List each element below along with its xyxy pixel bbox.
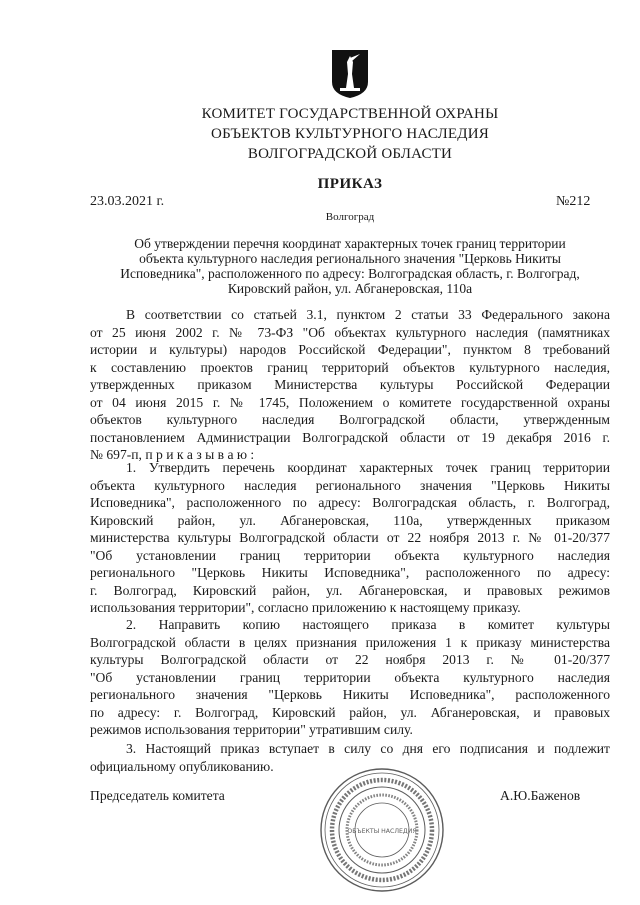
signer-title: Председатель комитета bbox=[90, 788, 225, 803]
stamp-center-text: ОБЪЕКТЫ НАСЛЕДИЯ bbox=[347, 828, 417, 835]
body-line: от 25 июня 2002 г. № 73-ФЗ "Об объектах культурного наследия (памятниках bbox=[90, 324, 610, 340]
volgograd-coat-of-arms-icon bbox=[330, 48, 370, 100]
body-line: № 697-п, п р и к а з ы в а ю : bbox=[90, 447, 255, 462]
title-line: объекта культурного наследия регионального значения "Церковь Никиты bbox=[139, 251, 561, 266]
body-line: объектов культурного наследия Волгоградской области, утвержденным bbox=[90, 412, 610, 427]
title-line: Исповедника", расположенного по адресу: Волгоградская область, г. Волгоград, bbox=[120, 266, 580, 281]
org-name-line-3: ВОЛГОГРАДСКОЙ ОБЛАСТИ bbox=[247, 146, 453, 162]
document-city: Волгоград bbox=[325, 211, 375, 223]
body-line: г. Волгоград, Кировский район, ул. Абганеровская, и правовых режимов bbox=[90, 582, 610, 598]
document-type: ПРИКАЗ bbox=[317, 176, 383, 192]
body-line: Кировский район, ул. Абганеровская, 110а, утвержденных приказом bbox=[90, 512, 610, 528]
title-line: Кировский район, ул. Абганеровская, 110а bbox=[227, 281, 473, 296]
official-round-seal-icon bbox=[318, 766, 446, 894]
body-line: регионального значения "Церковь Никиты Исповедника", расположенного bbox=[90, 687, 610, 702]
body-line: Волгоградской области в целях признания приложения 1 к приказу министерства bbox=[90, 634, 610, 650]
body-line: 3. Настоящий приказ вступает в силу со дня его подписания и подлежит bbox=[126, 741, 610, 756]
org-name-line-2: ОБЪЕКТОВ КУЛЬТУРНОГО НАСЛЕДИЯ bbox=[211, 126, 489, 142]
body-line: "Об установлении границ территории объекта культурного наследия bbox=[90, 547, 610, 563]
body-line: к составлению проектов границ территорий объектов культурного наследия, bbox=[90, 359, 610, 375]
document-date: 23.03.2021 г. bbox=[90, 194, 165, 209]
body-line: утвержденных приказом Министерства культуры Российской Федерации bbox=[90, 377, 610, 392]
body-line: официальному опубликованию. bbox=[90, 758, 274, 774]
body-line: от 04 июня 2015 г. № 1745, Положением о комитете государственной охраны bbox=[90, 394, 610, 410]
item-1-paragraph bbox=[90, 459, 610, 617]
body-line: министерства культуры Волгоградской области от 22 ноября 2013 г. № 01-20/377 bbox=[90, 530, 610, 545]
body-line: 1. Утвердить перечень координат характерных точек границ территории bbox=[126, 460, 610, 475]
body-line: объекта культурного наследия регионального значения "Церковь Никиты bbox=[90, 477, 610, 493]
document-title bbox=[108, 236, 592, 296]
preamble-paragraph bbox=[90, 306, 610, 464]
document-number: №212 bbox=[556, 194, 591, 209]
body-line: Исповедника", расположенного по адресу: Волгоградская область, г. Волгоград, bbox=[90, 495, 610, 510]
item-2-paragraph bbox=[90, 616, 610, 739]
signer-name: А.Ю.Баженов bbox=[500, 788, 581, 803]
body-line: 2. Направить копию настоящего приказа в комитет культуры bbox=[126, 617, 610, 632]
body-line: "Об установлении границ территории объекта культурного наследия bbox=[90, 669, 610, 685]
body-line: регионального "Церковь Никиты Исповедника", расположенного по адресу: bbox=[90, 565, 610, 580]
title-line: Об утверждении перечня координат характерных точек границ территории bbox=[134, 236, 566, 251]
body-line: постановлением Администрации Волгоградской области от 19 декабря 2016 г. bbox=[90, 429, 610, 445]
body-line: режимов использования территории" утратившим силу. bbox=[90, 722, 413, 737]
body-line: В соответствии со статьей 3.1, пунктом 2 статьи 33 Федерального закона bbox=[126, 307, 610, 322]
body-line: культуры Волгоградской области от 22 ноября 2013 г. № 01-20/377 bbox=[90, 652, 610, 667]
org-name-line-1: КОМИТЕТ ГОСУДАРСТВЕННОЙ ОХРАНЫ bbox=[201, 106, 499, 122]
body-line: истории и культуры) народов Российской Федерации", пунктом 8 требований bbox=[90, 342, 610, 357]
body-line: использования территории", согласно приложению к настоящему приказу. bbox=[90, 600, 521, 615]
body-line: по адресу: г. Волгоград, Кировский район, ул. Абганеровская, и правовых bbox=[90, 704, 610, 720]
